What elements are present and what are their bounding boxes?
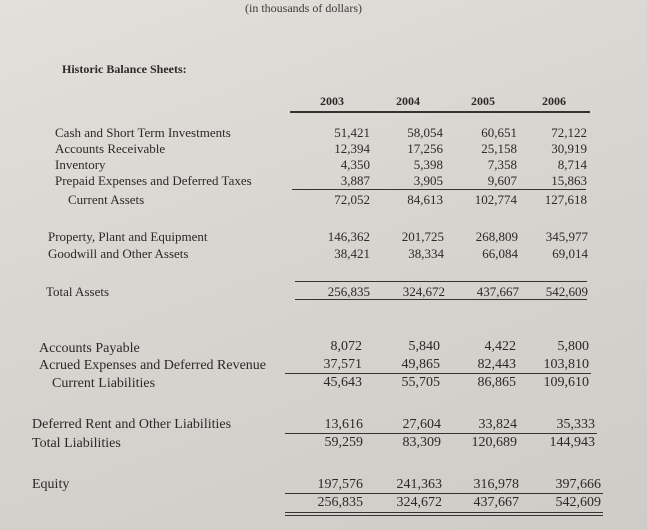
cell: 30,919: [551, 141, 587, 156]
cell: 12,394: [334, 141, 370, 156]
cell: 4,422: [484, 339, 516, 354]
cell: 542,609: [555, 495, 601, 510]
cell: 37,571: [323, 357, 362, 372]
total-assets-rule-bottom: [295, 299, 587, 300]
row-label: Cash and Short Term Investments: [55, 125, 231, 140]
cell: 437,667: [476, 284, 519, 299]
cell: 38,334: [408, 246, 444, 261]
cell: 69,014: [552, 246, 588, 261]
cell: 8,714: [557, 157, 587, 172]
row-label: Accounts Payable: [39, 341, 140, 356]
row-label: Prepaid Expenses and Deferred Taxes: [55, 173, 252, 188]
section-title: Historic Balance Sheets:: [62, 62, 187, 76]
cell: 5,800: [557, 339, 589, 354]
row-label: Goodwill and Other Assets: [48, 246, 189, 261]
row-label: Deferred Rent and Other Liabilities: [32, 417, 232, 432]
header-rule: [290, 111, 590, 113]
cell: 144,943: [549, 435, 595, 450]
cell: 45,643: [323, 375, 362, 390]
cell: 59,259: [324, 435, 363, 450]
cell: 82,443: [477, 357, 516, 372]
cell: 4,350: [340, 157, 370, 172]
year-header-2005: 2005: [471, 94, 495, 108]
cell: 268,809: [475, 229, 518, 244]
cell: 9,607: [487, 173, 517, 188]
cell: 127,618: [544, 192, 587, 207]
cell: 102,774: [474, 192, 517, 207]
cell: 7,358: [487, 157, 517, 172]
cell: 256,835: [317, 495, 363, 510]
year-header-2004: 2004: [396, 94, 420, 108]
cell: 83,309: [402, 435, 441, 450]
cell: 397,666: [555, 477, 601, 492]
cell: 542,609: [545, 284, 588, 299]
cell: 66,084: [482, 246, 518, 261]
total-rule-double-top: [285, 512, 603, 513]
row-label: Total Assets: [46, 284, 110, 299]
cell: 3,887: [340, 173, 370, 188]
subtotal-rule: [285, 493, 603, 494]
cell: 241,363: [396, 477, 442, 492]
cell: 49,865: [401, 357, 440, 372]
cell: 324,672: [396, 495, 442, 510]
cell: 316,978: [473, 477, 519, 492]
row-label: Current Assets: [68, 192, 145, 207]
cell: 25,158: [481, 141, 517, 156]
subtotal-rule: [285, 373, 591, 374]
subtotal-rule: [292, 189, 586, 190]
cell: 35,333: [556, 417, 595, 432]
cell: 5,398: [413, 157, 443, 172]
cell: 146,362: [327, 229, 370, 244]
cell: 84,613: [407, 192, 443, 207]
row-label: Inventory: [55, 157, 106, 172]
cell: 60,651: [481, 125, 517, 140]
cell: 33,824: [478, 417, 517, 432]
row-label: Property, Plant and Equipment: [48, 229, 208, 244]
cell: 197,576: [317, 477, 363, 492]
cell: 72,122: [551, 125, 587, 140]
total-assets-rule-top: [295, 281, 587, 282]
units-caption: (in thousands of dollars): [245, 1, 362, 15]
row-label: Accounts Receivable: [55, 141, 166, 156]
cell: 324,672: [402, 284, 445, 299]
cell: 38,421: [334, 246, 370, 261]
cell: 3,905: [413, 173, 443, 188]
subtotal-rule: [285, 433, 597, 434]
cell: 15,863: [551, 173, 587, 188]
cell: 345,977: [545, 229, 588, 244]
cell: 72,052: [334, 192, 370, 207]
row-label: Equity: [32, 477, 70, 492]
row-label: Acrued Expenses and Deferred Revenue: [39, 358, 267, 373]
cell: 201,725: [401, 229, 444, 244]
cell: 17,256: [407, 141, 443, 156]
total-rule-double-bottom: [285, 515, 603, 516]
cell: 55,705: [401, 375, 440, 390]
cell: 256,835: [327, 284, 370, 299]
row-label: Total Liabilities: [32, 436, 121, 451]
cell: 13,616: [324, 417, 363, 432]
cell: 51,421: [334, 125, 370, 140]
cell: 8,072: [330, 339, 362, 354]
row-label: Current Liabilities: [52, 376, 156, 391]
cell: 120,689: [471, 435, 517, 450]
cell: 58,054: [407, 125, 443, 140]
cell: 27,604: [402, 417, 441, 432]
cell: 103,810: [543, 357, 589, 372]
cell: 86,865: [477, 375, 516, 390]
year-header-2006: 2006: [542, 94, 566, 108]
cell: 5,840: [408, 339, 440, 354]
year-header-2003: 2003: [320, 94, 344, 108]
cell: 109,610: [543, 375, 589, 390]
cell: 437,667: [473, 495, 519, 510]
